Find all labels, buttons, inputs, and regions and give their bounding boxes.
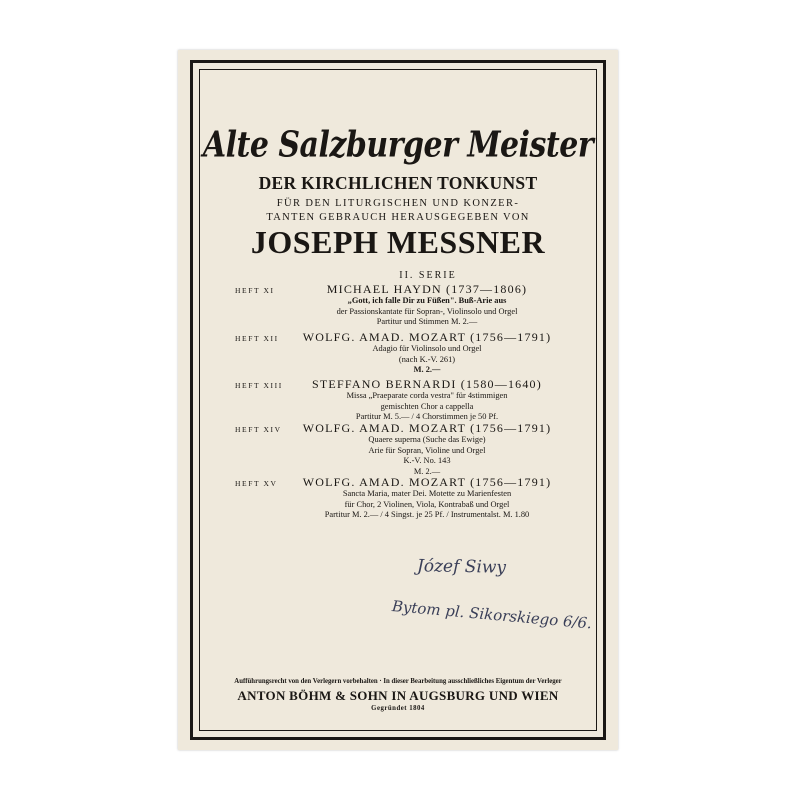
entry-body <box>302 283 552 328</box>
handwritten-signature: Józef Siwy <box>416 556 507 578</box>
outer-border <box>190 60 606 740</box>
heft-number: HEFT XIV <box>235 425 282 434</box>
entry-line: „Gott, ich falle Dir zu Füßen". Buß-Arie aus <box>347 296 507 305</box>
handwritten-address: Bytom pl. Sikorskiego 6/6. <box>391 597 593 633</box>
subtitle: DER KIRCHLICHEN TONKUNST <box>258 173 538 193</box>
publisher-name: ANTON BÖHM & SOHN IN AUGSBURG UND WIEN <box>237 688 559 703</box>
composer-name: STEFFANO BERNARDI (1580—1640) <box>312 377 542 391</box>
entry-line: K.-V. No. 143 <box>403 456 451 465</box>
heft-number: HEFT XIII <box>235 381 283 390</box>
entry-line: M. 2.— <box>413 466 441 476</box>
composer-name: WOLFG. AMAD. MOZART (1756—1791) <box>302 330 552 344</box>
entry-line: Partitur und Stimmen M. 2.— <box>376 317 478 326</box>
heft-number: HEFT XV <box>235 479 278 488</box>
entry-line: Arie für Sopran, Violine und Orgel <box>368 445 486 455</box>
series-label: II. SERIE <box>399 270 457 281</box>
editor-name: JOSEPH MESSNER <box>250 224 546 260</box>
founded-note: Gegründet 1804 <box>371 705 425 712</box>
entry-line: M. 2.— <box>413 365 441 374</box>
entry-line: Missa „Praeparate corda vestra" für 4stimmigen <box>346 391 508 400</box>
fraktur-title: Alte Salzburger Meister <box>202 124 594 167</box>
composer-name: WOLFG. AMAD. MOZART (1756—1791) <box>302 421 552 435</box>
entry-line: (nach K.-V. 261) <box>398 354 456 364</box>
entry-line: der Passionskantate für Sopran-, Violinsolo und Orgel <box>336 306 518 316</box>
heft-number: HEFT XI <box>235 286 275 295</box>
entry-line: Sancta Maria, mater Dei. Motette zu Marienfesten <box>342 489 512 498</box>
entry-line: Partitur M. 5.— / 4 Chorstimmen je 50 Pf. <box>355 412 499 421</box>
subtitle-line-3: TANTEN GEBRAUCH HERAUSGEGEBEN VON <box>266 212 530 223</box>
entry-line: Partitur M. 2.— / 4 Singst. je 25 Pf. / Instrumentalst. M. 1.80 <box>324 510 530 519</box>
entry-line: für Chor, 2 Violinen, Viola, Kontrabaß und Orgel <box>344 499 510 509</box>
composer-name: MICHAEL HAYDN (1737—1806) <box>326 282 528 296</box>
composer-name: WOLFG. AMAD. MOZART (1756—1791) <box>302 475 552 489</box>
entry-body <box>302 476 552 521</box>
entry-body <box>302 378 552 423</box>
entry-line: gemischten Chor a cappella <box>380 401 474 411</box>
subtitle-line-2: FÜR DEN LITURGISCHEN UND KONZER- <box>276 198 520 209</box>
entry-body <box>302 422 552 477</box>
entry-body <box>302 331 552 376</box>
entry-line: Quaere superna (Suche das Ewige) <box>368 435 486 444</box>
rights-notice: Aufführungsrecht von den Verlegern vorbehalten · In dieser Bearbeitung ausschließliches Eigentum der Verleger <box>234 678 562 685</box>
heft-number: HEFT XII <box>235 334 279 343</box>
entry-line: Adagio für Violinsolo und Orgel <box>372 344 482 353</box>
inner-border <box>199 69 597 731</box>
document-page <box>178 50 618 750</box>
